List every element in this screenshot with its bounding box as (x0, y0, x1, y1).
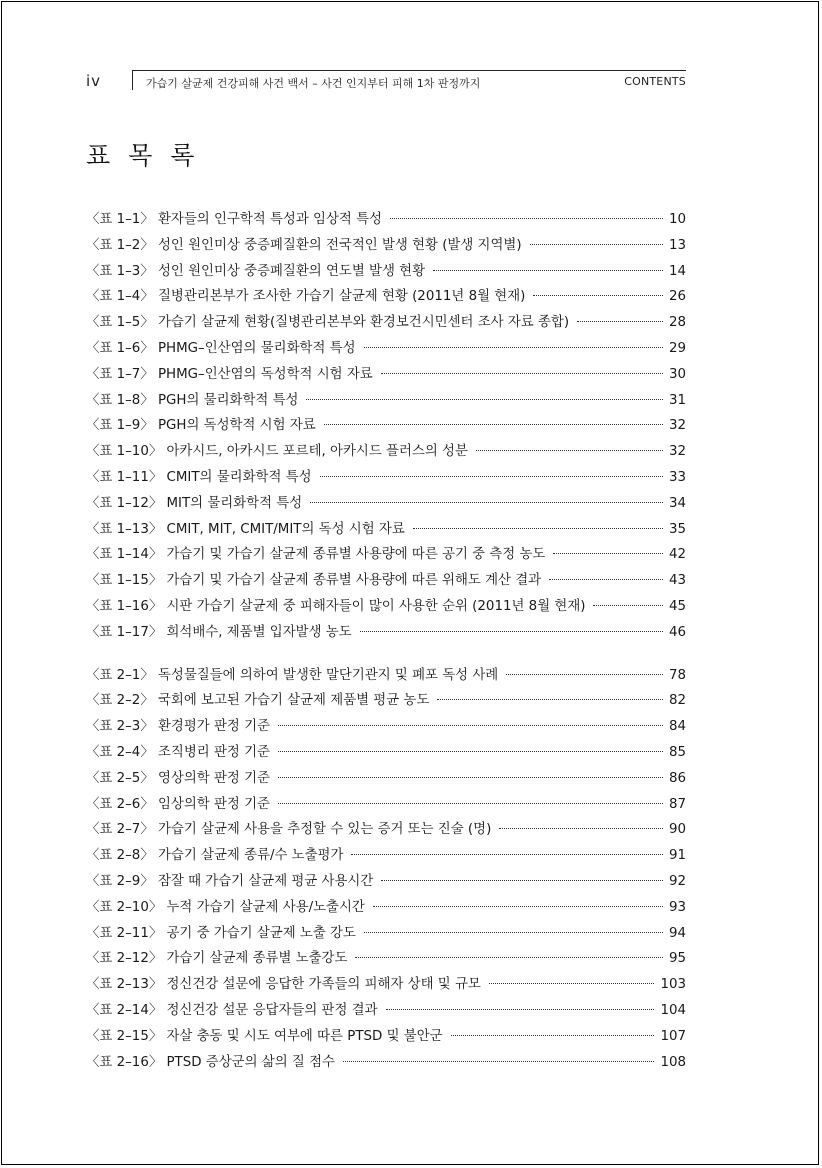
entry-page-number: 87 (668, 796, 686, 812)
entry-label: 〈표 1–17〉 희석배수, 제품별 입자발생 농도 (86, 624, 352, 640)
entry-label: 〈표 1–2〉 성인 원인미상 중증폐질환의 전국적인 발생 현황 (발생 지역별) (86, 237, 522, 253)
dot-leader (278, 751, 663, 752)
toc-entry[interactable] (86, 947, 686, 973)
entry-page-number: 82 (668, 693, 686, 709)
dot-leader (306, 399, 662, 400)
dot-leader (310, 502, 663, 503)
running-header (86, 70, 686, 92)
page (1, 1, 819, 1165)
entry-page-number: 35 (668, 521, 686, 537)
entry-page-number: 28 (668, 315, 686, 331)
toc-entry[interactable] (86, 621, 686, 647)
dot-leader (278, 777, 663, 778)
dot-leader (343, 1061, 654, 1062)
toc-entry[interactable] (86, 492, 686, 518)
entry-page-number: 32 (668, 418, 686, 434)
entry-label: 〈표 1–10〉 아카시드, 아카시드 포르테, 아카시드 플러스의 성분 (86, 444, 468, 460)
entry-label: 〈표 2–6〉 임상의학 판정 기준 (86, 796, 270, 812)
entry-page-number: 94 (668, 925, 686, 941)
dot-leader (386, 1009, 655, 1010)
toc-entry[interactable] (86, 767, 686, 793)
toc-entry[interactable] (86, 543, 686, 569)
entry-page-number: 85 (668, 744, 686, 760)
toc-entry[interactable] (86, 741, 686, 767)
entry-page-number: 90 (668, 822, 686, 838)
toc-entry[interactable] (86, 844, 686, 870)
entry-label: 〈표 1–6〉 PHMG–인산염의 물리화학적 특성 (86, 340, 356, 356)
toc-entry[interactable] (86, 337, 686, 363)
toc-entry[interactable] (86, 793, 686, 819)
dot-leader (499, 828, 663, 829)
entry-label: 〈표 2–11〉 공기 중 가습기 살균제 노출 강도 (86, 925, 356, 941)
entry-page-number: 42 (668, 547, 686, 563)
book-title: 가습기 살균제 건강피해 사건 백서 – 사건 인지부터 피해 1차 판정까지 (146, 77, 481, 90)
entry-label: 〈표 1–12〉 MIT의 물리화학적 특성 (86, 495, 303, 511)
entry-page-number: 95 (668, 951, 686, 967)
toc-entry[interactable] (86, 260, 686, 286)
toc-entry[interactable] (86, 689, 686, 715)
dot-leader (506, 674, 663, 675)
toc-entry[interactable] (86, 896, 686, 922)
entry-page-number: 32 (668, 444, 686, 460)
toc-entry[interactable] (86, 870, 686, 896)
entry-label: 〈표 1–4〉 질병관리본부가 조사한 가습기 살균제 현황 (2011년 8월 현재) (86, 289, 526, 305)
dot-leader (593, 605, 662, 606)
entry-page-number: 14 (668, 263, 686, 279)
dot-leader (373, 906, 663, 907)
toc-entry[interactable] (86, 285, 686, 311)
entry-label: 〈표 2–1〉 독성물질들에 의하여 발생한 말단기관지 및 폐포 독성 사례 (86, 667, 499, 683)
toc-entry[interactable] (86, 518, 686, 544)
entry-page-number: 78 (668, 667, 686, 683)
entry-label: 〈표 1–13〉 CMIT, MIT, CMIT/MIT의 독성 시험 자료 (86, 521, 405, 537)
entry-label: 〈표 1–9〉 PGH의 독성학적 시험 자료 (86, 418, 316, 434)
toc-entry[interactable] (86, 1025, 686, 1051)
entry-page-number: 108 (660, 1054, 686, 1070)
toc-entry[interactable] (86, 973, 686, 999)
toc-entry[interactable] (86, 1051, 686, 1077)
toc-entry[interactable] (86, 440, 686, 466)
toc-entry[interactable] (86, 664, 686, 690)
entry-page-number: 33 (668, 469, 686, 485)
toc-entry[interactable] (86, 389, 686, 415)
entry-page-number: 13 (668, 237, 686, 253)
entry-page-number: 107 (660, 1028, 686, 1044)
toc-entry[interactable] (86, 414, 686, 440)
entry-page-number: 92 (668, 873, 686, 889)
entry-label: 〈표 2–7〉 가습기 살균제 사용을 추정할 수 있는 증거 또는 진술 (명) (86, 822, 492, 838)
toc-entry[interactable] (86, 595, 686, 621)
dot-leader (577, 321, 663, 322)
entry-label: 〈표 1–14〉 가습기 및 가습기 살균제 종류별 사용량에 따른 공기 중 측정 농도 (86, 547, 546, 563)
dot-leader (351, 854, 663, 855)
entry-label: 〈표 2–14〉 정신건강 설문 응답자들의 판정 결과 (86, 1002, 378, 1018)
entry-page-number: 93 (668, 899, 686, 915)
dot-leader (533, 295, 663, 296)
entry-label: 〈표 1–11〉 CMIT의 물리화학적 특성 (86, 469, 312, 485)
entry-page-number: 10 (668, 212, 686, 227)
entry-page-number: 103 (660, 977, 686, 993)
dot-leader (381, 880, 663, 881)
dot-leader (476, 450, 663, 451)
page-number: iv (86, 72, 102, 90)
dot-leader (324, 424, 663, 425)
entry-page-number: 46 (668, 624, 686, 640)
entry-label: 〈표 1–1〉 환자들의 인구학적 특성과 임상적 특성 (86, 212, 382, 227)
toc-entry[interactable] (86, 466, 686, 492)
entry-label: 〈표 1–8〉 PGH의 물리화학적 특성 (86, 392, 299, 408)
entry-page-number: 86 (668, 770, 686, 786)
dot-leader (413, 528, 663, 529)
entry-label: 〈표 2–9〉 잠잘 때 가습기 살균제 평균 사용시간 (86, 873, 374, 889)
dot-leader (320, 476, 663, 477)
entry-page-number: 43 (668, 573, 686, 589)
toc-entry[interactable] (86, 208, 686, 234)
toc-entry[interactable] (86, 311, 686, 337)
entry-page-number: 30 (668, 366, 686, 382)
dot-leader (451, 1035, 655, 1036)
entry-page-number: 34 (668, 495, 686, 511)
toc-entry[interactable] (86, 234, 686, 260)
table-list (86, 208, 686, 1076)
entry-label: 〈표 2–3〉 환경평가 판정 기준 (86, 719, 270, 735)
toc-entry[interactable] (86, 569, 686, 595)
toc-entry[interactable] (86, 999, 686, 1025)
dot-leader (553, 553, 663, 554)
header-divider-horizontal (132, 70, 686, 71)
header-divider-vertical (132, 70, 133, 90)
toc-entry[interactable] (86, 818, 686, 844)
dot-leader (278, 803, 663, 804)
entry-page-number: 29 (668, 340, 686, 356)
entry-label: 〈표 1–7〉 PHMG–인산염의 독성학적 시험 자료 (86, 366, 373, 382)
dot-leader (433, 270, 663, 271)
entry-page-number: 84 (668, 719, 686, 735)
entry-label: 〈표 2–15〉 자살 충동 및 시도 여부에 따른 PTSD 및 불안군 (86, 1028, 443, 1044)
dot-leader (437, 699, 663, 700)
dot-leader (355, 957, 663, 958)
section-label: CONTENTS (624, 75, 686, 88)
entry-label: 〈표 2–5〉 영상의학 판정 기준 (86, 770, 270, 786)
dot-leader (530, 244, 663, 245)
entry-page-number: 26 (668, 289, 686, 305)
entry-label: 〈표 1–5〉 가습기 살균제 현황(질병관리본부와 환경보건시민센터 조사 자료 종합) (86, 315, 570, 331)
dot-leader (390, 218, 663, 219)
dot-leader (364, 347, 663, 348)
entry-label: 〈표 2–12〉 가습기 살균제 종류별 노출강도 (86, 951, 348, 967)
dot-leader (364, 932, 663, 933)
entry-label: 〈표 1–15〉 가습기 및 가습기 살균제 종류별 사용량에 따른 위해도 계산 결과 (86, 573, 542, 589)
entry-page-number: 104 (660, 1002, 686, 1018)
dot-leader (278, 725, 663, 726)
entry-page-number: 45 (668, 598, 686, 614)
page-title: 표 목 록 (86, 141, 200, 170)
toc-entry[interactable] (86, 363, 686, 389)
dot-leader (381, 373, 663, 374)
entry-label: 〈표 1–3〉 성인 원인미상 중증폐질환의 연도별 발생 현황 (86, 263, 426, 279)
dot-leader (360, 631, 663, 632)
dot-leader (489, 983, 655, 984)
entry-label: 〈표 2–16〉 PTSD 증상군의 삶의 질 점수 (86, 1054, 335, 1070)
entry-page-number: 91 (668, 848, 686, 864)
toc-entry[interactable] (86, 715, 686, 741)
entry-label: 〈표 2–8〉 가습기 살균제 종류/수 노출평가 (86, 848, 344, 864)
entry-label: 〈표 2–4〉 조직병리 판정 기준 (86, 744, 270, 760)
toc-entry[interactable] (86, 922, 686, 948)
entry-label: 〈표 2–13〉 정신건강 설문에 응답한 가족들의 피해자 상태 및 규모 (86, 977, 481, 993)
entry-label: 〈표 1–16〉 시판 가습기 살균제 중 피해자들이 많이 사용한 순위 (2011년 8월 현재) (86, 598, 586, 614)
dot-leader (549, 579, 663, 580)
entry-label: 〈표 2–10〉 누적 가습기 살균제 사용/노출시간 (86, 899, 365, 915)
entry-page-number: 31 (668, 392, 686, 408)
entry-label: 〈표 2–2〉 국회에 보고된 가습기 살균제 제품별 평균 농도 (86, 693, 430, 709)
